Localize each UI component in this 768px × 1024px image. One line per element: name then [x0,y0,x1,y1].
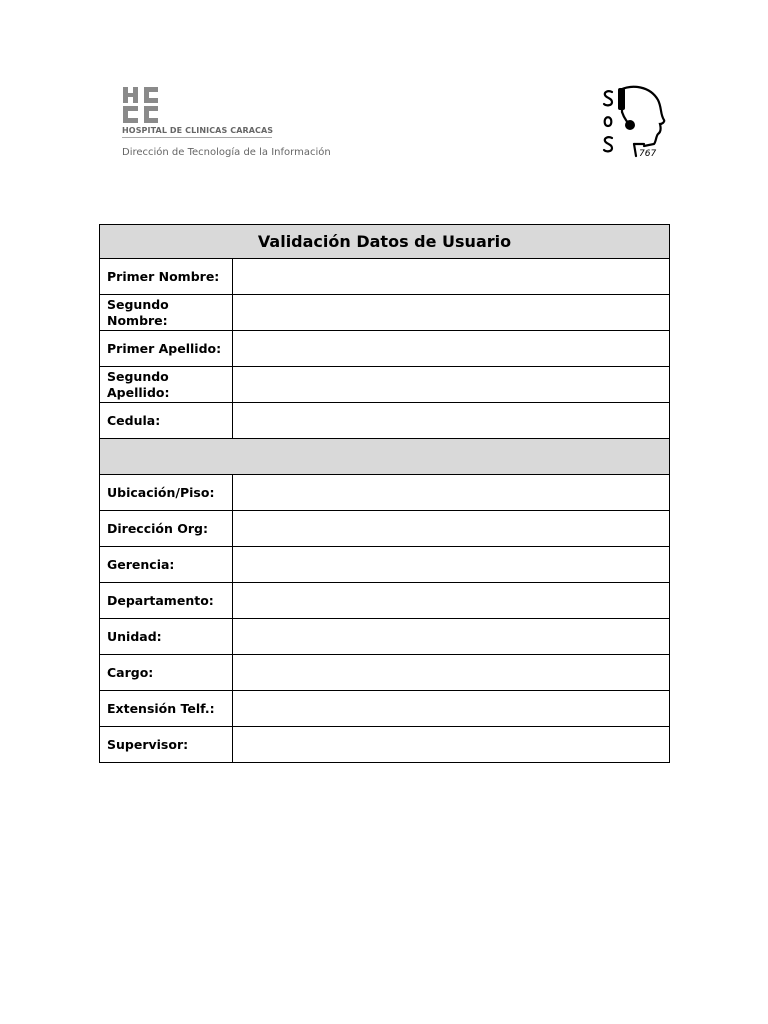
section-separator-row [100,439,670,475]
hospital-name: HOSPITAL DE CLINICAS CARACAS [122,126,272,138]
form-row [100,583,670,619]
form-row [100,295,670,331]
field-input-segundo-apellido[interactable] [233,367,670,403]
field-label-departamento: Departamento: [100,583,233,619]
form-row [100,691,670,727]
field-label-primer-nombre: Primer Nombre: [100,259,233,295]
field-input-gerencia[interactable] [233,547,670,583]
form-row [100,511,670,547]
field-input-segundo-nombre[interactable] [233,295,670,331]
field-input-cedula[interactable] [233,403,670,439]
field-input-primer-nombre[interactable] [233,259,670,295]
form-title: Validación Datos de Usuario [100,225,670,259]
user-validation-form [99,224,670,763]
sos-number: 767 [639,149,657,159]
field-label-extension-telf: Extensión Telf.: [100,691,233,727]
form-row [100,475,670,511]
field-label-primer-apellido: Primer Apellido: [100,331,233,367]
field-label-supervisor: Supervisor: [100,727,233,763]
form-row [100,367,670,403]
hospital-logo-block [122,86,362,158]
section-separator [100,439,670,475]
form-row [100,331,670,367]
department-subtitle: Dirección de Tecnología de la Información [122,147,331,158]
field-input-primer-apellido[interactable] [233,331,670,367]
field-label-unidad: Unidad: [100,619,233,655]
field-input-departamento[interactable] [233,583,670,619]
form-row [100,655,670,691]
field-input-direccion-org[interactable] [233,511,670,547]
field-label-segundo-apellido: Segundo Apellido: [100,367,233,403]
field-label-cargo: Cargo: [100,655,233,691]
field-input-unidad[interactable] [233,619,670,655]
field-label-direccion-org: Dirección Org: [100,511,233,547]
sos-helpdesk-logo-icon [598,84,668,160]
field-input-cargo[interactable] [233,655,670,691]
field-input-extension-telf[interactable] [233,691,670,727]
field-input-ubicacion-piso[interactable] [233,475,670,511]
hcc-logo-icon [122,86,164,124]
field-label-gerencia: Gerencia: [100,547,233,583]
form-title-row [100,225,670,259]
form-row [100,619,670,655]
form-row [100,547,670,583]
form-row [100,403,670,439]
field-input-supervisor[interactable] [233,727,670,763]
form-row [100,727,670,763]
field-label-segundo-nombre: Segundo Nombre: [100,295,233,331]
field-label-cedula: Cedula: [100,403,233,439]
field-label-ubicacion-piso: Ubicación/Piso: [100,475,233,511]
form-row [100,259,670,295]
